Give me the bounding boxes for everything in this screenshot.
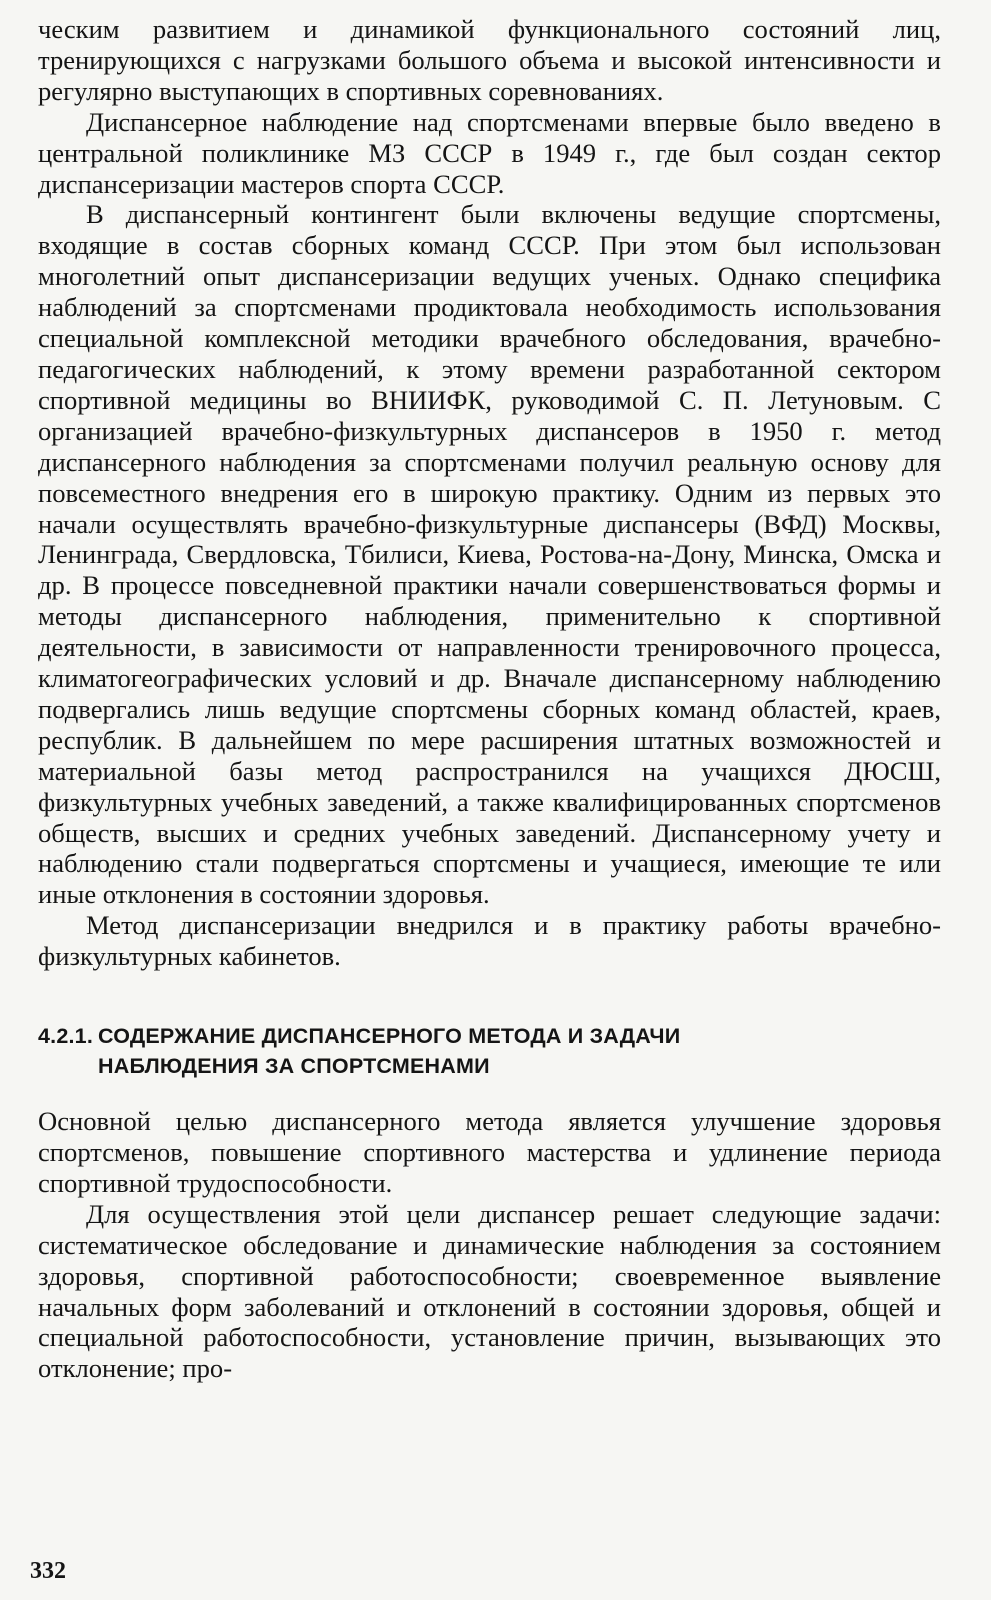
page-number: 332 bbox=[30, 1558, 66, 1584]
paragraph-continuation: ческим развитием и динамикой функционального состояний лиц, тренирующихся с нагрузками большого объема и высокой интенсивности и регулярно выступающих в спортивных соревнованиях. bbox=[38, 14, 941, 106]
paragraph-method-cabinets: Метод диспансеризации внедрился и в практику работы врачебно-физкультурных кабинетов. bbox=[38, 910, 941, 972]
paragraph-main-goal: Основной целью диспансерного метода является улучшение здоровья спортсменов, повышение спортивного мастерства и удлинение периода спортивной трудоспособности. bbox=[38, 1106, 941, 1198]
section-heading bbox=[38, 1021, 941, 1081]
page-body bbox=[38, 14, 941, 1384]
paragraph-dispensary-contingent: В диспансерный контингент были включены ведущие спортсмены, входящие в состав сборных команд СССР. При этом был использован многолетний опыт диспансеризации ведущих ученых. Однако специфика наблюдений за спортсменами продиктовала необходимость использования специальной комплексной методики врачебного обследования, врачебно-педагогических наблюдений, к этому времени разработанной сектором спортивной медицины во ВНИИФК, руководимой С. П. Летуновым. С организацией врачебно-физкультурных диспансеров в 1950 г. метод диспансерного наблюдения за спортсменами получил реальную основу для повсеместного внедрения его в широкую практику. Одним из первых это начали осуществлять врачебно-физкультурные диспансеры (ВФД) Москвы, Ленинграда, Свердловска, Тбилиси, Киева, Ростова-на-Дону, Минска, Омска и др. В процессе повседневной практики начали совершенствоваться формы и методы диспансерного наблюдения, применительно к спортивной деятельности, в зависимости от направленности тренировочного процесса, климатогеографических условий и др. Вначале диспансерному наблюдению подвергались лишь ведущие спортсмены сборных команд областей, краев, республик. В дальнейшем по мере расширения штатных возможностей и материальной базы метод распространился на учащихся ДЮСШ, физкультурных учебных заведений, а также квалифицированных спортсменов обществ, высших и средних учебных заведений. Диспансерному учету и наблюдению стали подвергаться спортсмены и учащиеся, имеющие те или иные отклонения в состоянии здоровья. bbox=[38, 199, 941, 910]
paragraph-tasks: Для осуществления этой цели диспансер решает следующие задачи: систематическое обследование и динамические наблюдения за состоянием здоровья, спортивной работоспособности; своевременное выявление начальных форм заболеваний и отклонений в состоянии здоровья, общей и специальной работоспособности, установление причин, вызывающих это отклонение; про- bbox=[38, 1198, 941, 1384]
section-number: 4.2.1. bbox=[38, 1024, 93, 1049]
section-title-line1: СОДЕРЖАНИЕ ДИСПАНСЕРНОГО МЕТОДА И ЗАДАЧИ bbox=[98, 1024, 681, 1049]
section-title-line2: НАБЛЮДЕНИЯ ЗА СПОРТСМЕНАМИ bbox=[98, 1054, 490, 1079]
paragraph-dispensary-introduction: Диспансерное наблюдение над спортсменами впервые было введено в центральной поликлинике МЗ СССР в 1949 г., где был создан сектор диспансеризации мастеров спорта СССР. bbox=[38, 106, 941, 199]
